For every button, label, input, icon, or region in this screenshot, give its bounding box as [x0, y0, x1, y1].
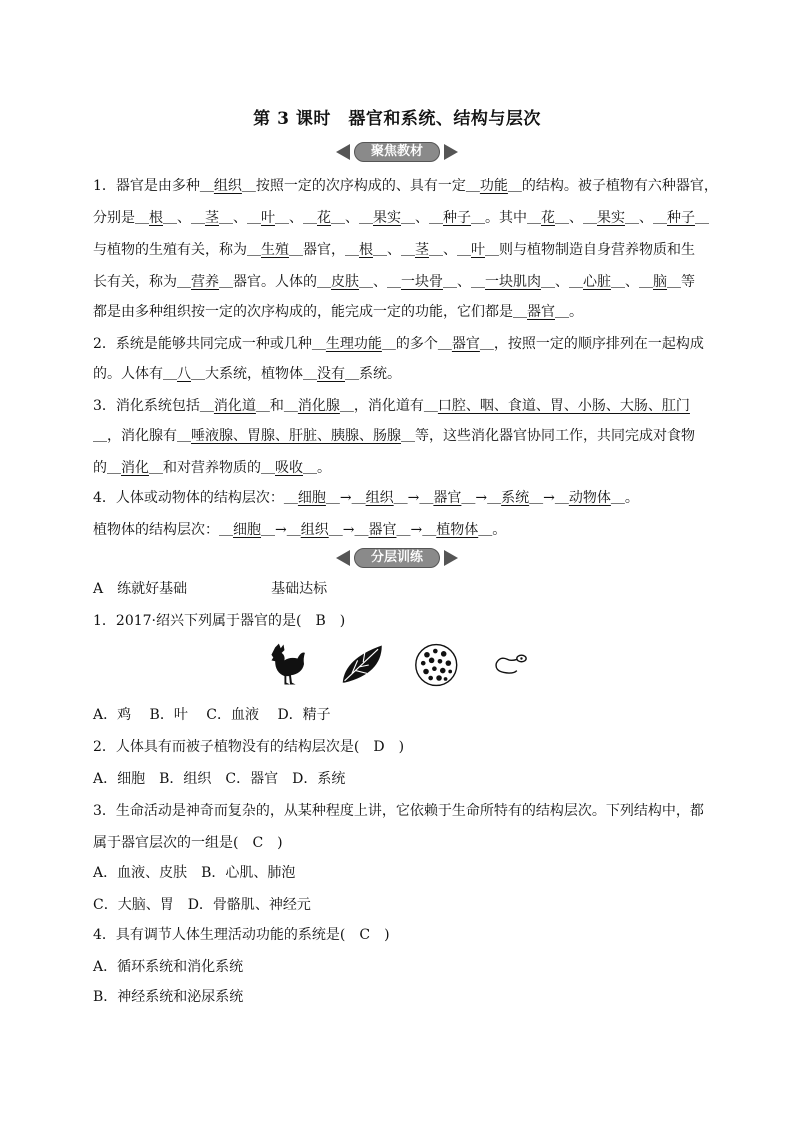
- answer: 没有: [317, 366, 345, 382]
- answer: 功能: [479, 178, 508, 194]
- answer: 器官: [527, 304, 555, 320]
- question-line: A．血液、皮肤 B．心肌、肺泡: [93, 865, 296, 881]
- answer: 果实: [373, 210, 401, 226]
- answer: 口腔、咽、食道、胃、小肠、大肠、肛门: [437, 398, 690, 414]
- answer: 脑: [653, 274, 667, 290]
- page-title: 第 3 课时 器官和系统、结构与层次: [253, 109, 541, 129]
- content-line: 长有关，称为＿营养＿器官。人体的＿皮肤＿、＿一块骨＿、＿一块肌肉＿、＿心脏＿、＿脑＿等: [93, 274, 695, 290]
- answer: 皮肤: [331, 274, 359, 290]
- answer: 果实: [597, 210, 625, 226]
- answer: 消化腺: [297, 398, 340, 414]
- banner-training: [0, 548, 794, 568]
- right-arrow-icon: [444, 144, 458, 160]
- answer: 组织: [213, 178, 242, 194]
- question-line: B．神经系统和泌尿系统: [93, 989, 244, 1005]
- right-arrow-icon: [444, 550, 458, 566]
- question-line: 属于器官层次的一组是( C ): [93, 835, 283, 851]
- content-line: 与植物的生殖有关，称为＿生殖＿器官，＿根＿、＿茎＿、＿叶＿则与植物制造自身营养物质和生: [93, 242, 695, 258]
- rooster-icon: [264, 640, 311, 690]
- answer: 生理功能: [325, 336, 382, 352]
- content-line: 的＿消化＿和对营养物质的＿吸收＿。: [93, 460, 331, 476]
- answer: 种子: [667, 210, 695, 226]
- answer: 吸收: [275, 460, 303, 476]
- question-line: 1．2017·绍兴下列属于器官的是( B ): [93, 613, 346, 629]
- answer: 花: [317, 210, 331, 226]
- answer: 细胞: [297, 490, 326, 506]
- question-line: 4．具有调节人体生理活动功能的系统是( C ): [93, 927, 390, 943]
- banner-label: 分层训练: [354, 548, 440, 568]
- question-line: A．鸡 B．叶 C．血液 D．精子: [93, 707, 331, 723]
- content-line: 的。人体有＿八＿大系统，植物体＿没有＿系统。: [93, 366, 401, 382]
- left-arrow-icon: [336, 144, 350, 160]
- content-line: 植物体的结构层次：＿细胞＿→＿组织＿→＿器官＿→＿植物体＿。: [93, 522, 507, 538]
- content-line: ＿，消化腺有＿唾液腺、胃腺、肝脏、胰腺、肠腺＿等，这些消化器官协同工作，共同完成对食物: [93, 428, 695, 444]
- question-figures: [264, 640, 534, 690]
- leaf-icon: [339, 640, 386, 690]
- answer: 一块肌肉: [485, 274, 541, 290]
- answer: 组织: [365, 490, 394, 506]
- answer: 系统: [501, 490, 530, 506]
- content-line: 4．人体或动物体的结构层次：＿细胞＿→＿组织＿→＿器官＿→＿系统＿→＿动物体＿。: [93, 490, 639, 506]
- answer: 细胞: [233, 522, 261, 538]
- answer: 器官: [433, 490, 462, 506]
- answer: 茎: [205, 210, 219, 226]
- answer: 叶: [471, 242, 485, 258]
- content-line: 2．系统是能够共同完成一种或几种＿生理功能＿的多个＿器官＿，按照一定的顺序排列在一起构成: [93, 336, 704, 352]
- question-line: A．细胞 B．组织 C．器官 D．系统: [93, 771, 346, 787]
- answer: 动物体: [568, 490, 611, 506]
- answer: 心脏: [583, 274, 611, 290]
- content-line: 都是由多种组织按一定的次序构成的，能完成一定的功能，它们都是＿器官＿。: [93, 304, 583, 320]
- answer: 器官: [368, 522, 397, 538]
- banner-label: 聚焦教材: [354, 142, 440, 162]
- question-line: A．循环系统和消化系统: [93, 959, 244, 975]
- answer: 八: [177, 366, 191, 382]
- answer: 根: [149, 210, 163, 226]
- answer: 种子: [443, 210, 471, 226]
- answer: 花: [541, 210, 555, 226]
- answer: 植物体: [436, 522, 479, 538]
- answer: 叶: [261, 210, 275, 226]
- left-arrow-icon: [336, 550, 350, 566]
- answer: 组织: [300, 522, 329, 538]
- answer: 茎: [415, 242, 429, 258]
- answer: 一块骨: [401, 274, 443, 290]
- question-line: 3．生命活动是神奇而复杂的，从某种程度上讲，它依赖于生命所特有的结构层次。下列结构中，都: [93, 803, 704, 819]
- section-heading: A 练就好基础 基础达标: [93, 581, 328, 597]
- answer: 根: [359, 242, 373, 258]
- banner-focus: [0, 142, 794, 162]
- question-line: 2．人体具有而被子植物没有的结构层次是( D ): [93, 739, 405, 755]
- question-line: C．大脑、胃 D．骨骼肌、神经元: [93, 897, 311, 913]
- content-line: 分别是＿根＿、＿茎＿、＿叶＿、＿花＿、＿果实＿、＿种子＿。其中＿花＿、＿果实＿、＿种子＿: [93, 210, 709, 226]
- answer: 消化道: [213, 398, 256, 414]
- sperm-icon: [488, 640, 535, 690]
- answer: 营养: [191, 274, 219, 290]
- answer: 消化: [121, 460, 149, 476]
- answer: 器官: [451, 336, 480, 352]
- content-line: 1．器官是由多种＿组织＿按照一定的次序构成的、具有一定＿功能＿的结构。被子植物有六种器官，: [93, 178, 718, 194]
- content-line: 3．消化系统包括＿消化道＿和＿消化腺＿，消化道有＿口腔、咽、食道、胃、小肠、大肠、肛门: [93, 398, 690, 414]
- blood-cells-icon: [413, 640, 460, 690]
- answer: 生殖: [261, 242, 289, 258]
- answer: 唾液腺、胃腺、肝脏、胰腺、肠腺: [191, 428, 401, 444]
